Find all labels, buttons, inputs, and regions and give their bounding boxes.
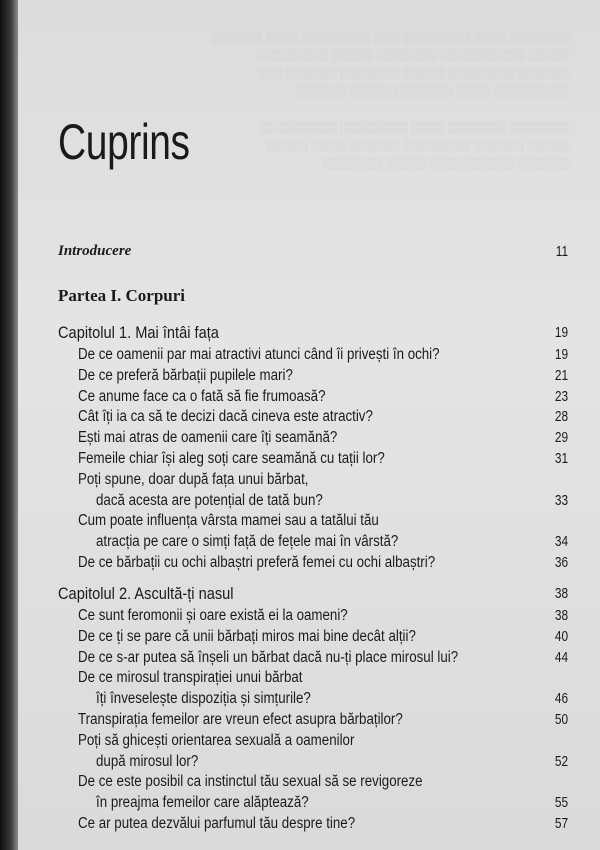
toc-entry-line: dacă acesta are potențial de tată bun?	[96, 491, 323, 509]
toc-page-number: 21	[554, 367, 568, 384]
toc-chapter-heading: Capitolul 1. Mai întâi fața	[58, 323, 219, 342]
toc-entry-line: Cum poate influența vârsta mamei sau a tatălui tău	[78, 512, 379, 530]
toc-page-number: 38	[554, 586, 568, 602]
toc-page-number: 23	[554, 388, 568, 405]
toc-page-number: 44	[554, 649, 568, 666]
toc-entry-line: în preajma femeilor care alăptează?	[96, 794, 309, 812]
toc-page-number: 11	[555, 244, 568, 260]
toc-page-number: 31	[554, 451, 568, 467]
toc-entry-line: Femeile chiar își aleg soți care seamănă cu tații lor?	[78, 450, 385, 467]
toc-entry-line: Ce anume face ca o fată să fie frumoasă?	[78, 387, 326, 405]
toc-entry-line: De ce bărbații cu ochi albaștri preferă femei cu ochi albaștri?	[78, 554, 436, 571]
toc-page-number: 46	[554, 691, 568, 708]
toc-chapter-heading: Capitolul 2. Ascultă-ți nasul	[58, 584, 234, 603]
toc-entry-line: îți înveselește dispoziția și simțurile?	[96, 690, 311, 708]
toc-entry-line: De ce s-ar putea să înșeli un bărbat dacă nu-ți place mirosul lui?	[78, 648, 459, 666]
toc-entry-line: după mirosul lor?	[96, 752, 199, 770]
toc-entry-line: atracția pe care o simți față de fețele mai în vârstă?	[96, 533, 399, 551]
toc-page-number: 29	[554, 430, 568, 447]
toc-page-number: 57	[554, 816, 568, 832]
toc-entry-line: De ce mirosul transpirației unui bărbat	[78, 669, 303, 687]
toc-page-number: 19	[554, 325, 568, 341]
toc-entry-line: Ce sunt feromonii și oare există ei la oameni?	[78, 607, 348, 624]
toc-entry-line: De ce este posibil ca instinctul tău sexual să se revigoreze	[78, 773, 423, 791]
toc-entry-line: Cât îți ia ca să te decizi dacă cineva este atractiv?	[78, 408, 373, 426]
toc-introduction: Introducere	[58, 243, 132, 259]
toc-page-number: 28	[554, 409, 568, 426]
toc-page-number: 19	[554, 347, 568, 363]
toc-page-number: 52	[554, 753, 568, 770]
toc-page-number: 40	[554, 628, 568, 645]
show-through-bleed: ░░░░░░░ ░░░░ ░░░░░░░░ ░░░ ░░░░░░░░ ░░░░ ░░░░░░ ░░░░░ ░░░░░░░░░░ ░░░░░░░ ░░░░░ ░░░ ░░░░░ ░░░░░░ ░░░░░░░░ ░░░░░ ░░░░░░░ ░░░░░░ ░░░ ░░░░░░░░░ ░░░░ ░░░░░░░ ░░░░░ ░░░░░░ ░░░░░░░ ░░░░░░░ ░░░░ ░░░░░░░░ ░░░░░░░░░ ░░░░░ ░░░░░░ ░░░░░░░░ ░░░░░░ ░░░░ ░░░░░ ░░░░░░ ░░░░░░░░░░ ░░░░░ ░░░░░░░	[211, 30, 570, 170]
toc-entry-line: Poți spune, doar după fața unui bărbat,	[78, 470, 309, 488]
toc-page-number: 33	[554, 492, 568, 509]
page-title: Cuprins	[58, 114, 190, 170]
toc-entry-line: De ce ți se pare că unii bărbați miros mai bine decât alții?	[78, 627, 416, 645]
toc-entry-line: Poți să ghicești orientarea sexuală a oamenilor	[78, 731, 355, 749]
toc-part-heading: Partea I. Corpuri	[58, 286, 186, 305]
toc-page-number: 50	[554, 712, 568, 728]
toc-page-number: 55	[554, 795, 568, 812]
toc-page-number: 38	[554, 608, 568, 624]
toc-page-number: 36	[554, 555, 568, 571]
toc-page-number: 34	[554, 534, 568, 551]
toc-entry-line: De ce oamenii par mai atractivi atunci când îi privești în ochi?	[78, 346, 440, 363]
toc-entry-line: Ce ar putea dezvălui parfumul tău despre tine?	[78, 815, 356, 832]
toc-entry-line: Ești mai atras de oamenii care îți seamănă?	[78, 429, 338, 447]
toc-entry-line: De ce preferă bărbații pupilele mari?	[78, 366, 293, 384]
toc-entry-line: Transpirația femeilor are vreun efect asupra bărbaților?	[78, 711, 403, 728]
